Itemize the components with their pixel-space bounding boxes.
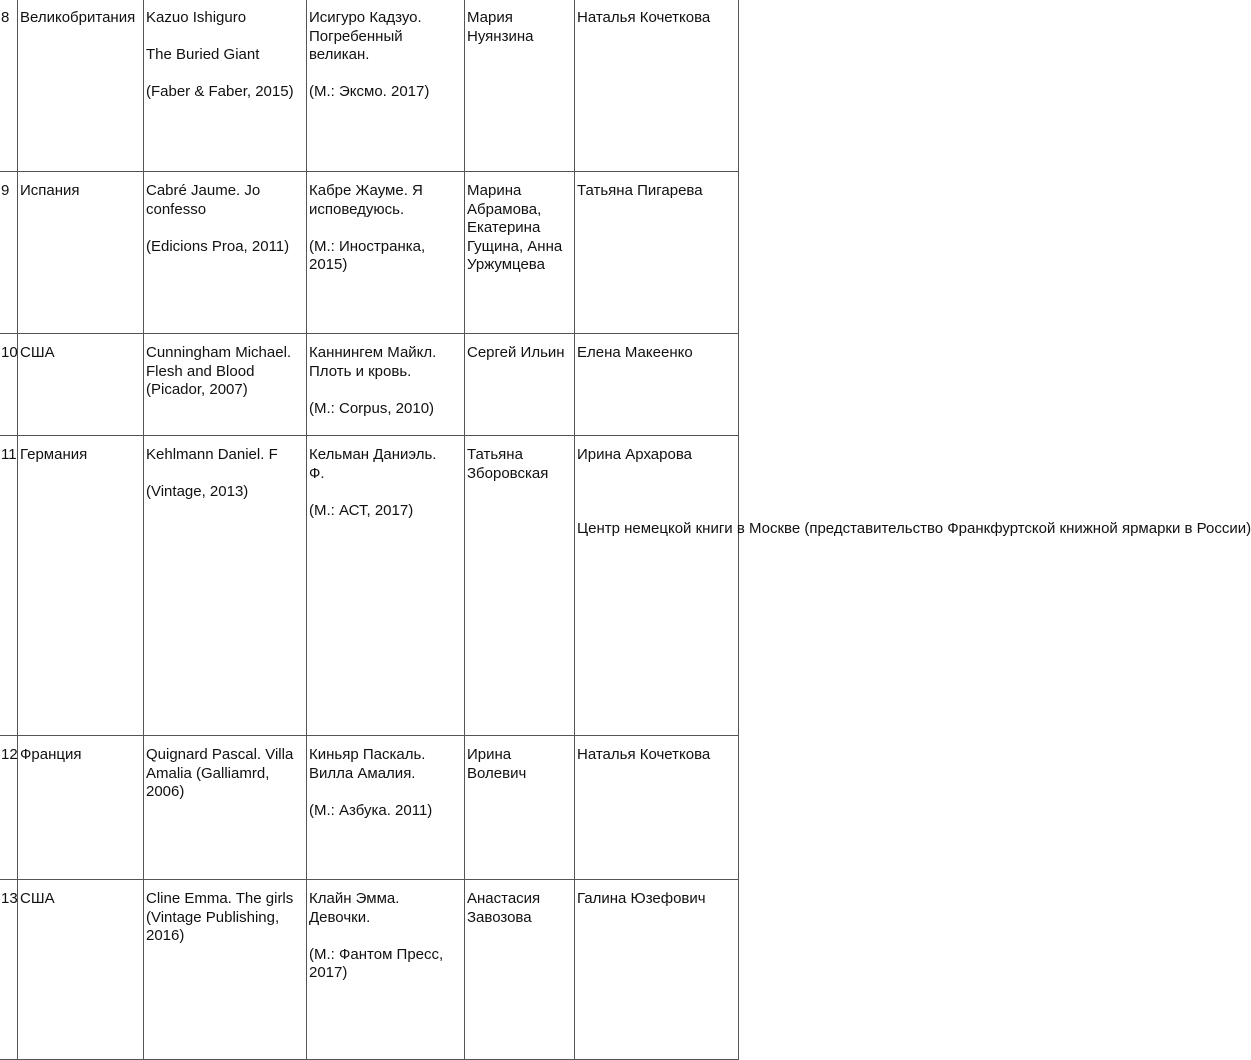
original-author: Cline Emma. The girls (Vintage Publishing, 2016) <box>146 890 294 944</box>
translation-title: Исигуро Кадзуо. Погребенный великан. <box>309 9 422 63</box>
translation-publisher: (М.: Corpus, 2010) <box>309 399 435 417</box>
country: Франция <box>20 746 82 763</box>
translation-publisher: (М.: Эксмо. 2017) <box>309 83 430 100</box>
translation-publisher: (М.: Азбука. 2011) <box>309 801 433 819</box>
translation-cell <box>307 0 465 172</box>
country: Великобритания <box>20 9 136 26</box>
country-cell <box>18 172 144 334</box>
translator: Марина Абрамова, Екатерина Гущина, Анна Уржумцева <box>467 182 563 273</box>
translator: Ирина Волевич <box>467 746 527 782</box>
expert: Наталья Кочеткова <box>577 9 711 26</box>
country-cell <box>18 736 144 880</box>
original-publisher: (Vintage, 2013) <box>146 483 249 500</box>
original-cell <box>144 436 307 736</box>
row-number-cell <box>0 436 18 736</box>
original-author: Cunningham Michael. Flesh and Blood (Picador, 2007) <box>146 344 292 398</box>
row-number: 9 <box>1 182 10 199</box>
original-cell <box>144 172 307 334</box>
translation-cell <box>307 736 465 880</box>
row-number-cell <box>0 736 18 880</box>
translation-cell <box>307 436 465 736</box>
translation-cell <box>307 172 465 334</box>
original-title: The Buried Giant <box>146 46 260 63</box>
expert-cell <box>575 436 1251 736</box>
table-row <box>0 172 739 334</box>
translator-cell <box>465 736 575 880</box>
translation-publisher: (М.: АСТ, 2017) <box>309 501 414 519</box>
original-publisher: (Faber & Faber, 2015) <box>146 83 294 100</box>
country: США <box>20 890 55 907</box>
table-row <box>0 736 739 880</box>
translator-cell <box>465 172 575 334</box>
translator: Анастасия Завозова <box>467 890 541 926</box>
original-author: Kehlmann Daniel. F <box>146 446 278 463</box>
translation-publisher: (М.: Иностранка, 2015) <box>309 237 426 273</box>
translator-cell <box>465 334 575 436</box>
translator-cell <box>465 0 575 172</box>
country-cell <box>18 436 144 736</box>
expert: Галина Юзефович <box>577 890 706 907</box>
translator-cell <box>465 436 575 736</box>
expert-cell <box>575 172 739 334</box>
row-number-cell <box>0 0 18 172</box>
original-publisher: (Edicions Proa, 2011) <box>146 237 290 255</box>
row-number: 10 <box>1 344 18 361</box>
expert: Наталья Кочеткова <box>577 746 711 763</box>
expert-cell <box>575 0 739 172</box>
translation-cell <box>307 880 465 1060</box>
original-author: Cabré Jaume. Jo confesso <box>146 182 261 218</box>
translation-title: Кабре Жауме. Я исповедуюсь. <box>309 182 423 218</box>
original-author: Quignard Pascal. Villa Amalia (Galliamrd, 2006) <box>146 746 294 800</box>
original-cell <box>144 880 307 1060</box>
translation-publisher: (М.: Фантом Пресс, 2017) <box>309 945 444 981</box>
table-row <box>0 880 739 1060</box>
translation-title: Киньяр Паскаль. Вилла Амалия. <box>309 746 426 782</box>
translation-title: Каннингем Майкл. Плоть и кровь. <box>309 344 437 380</box>
translation-cell <box>307 334 465 436</box>
expert-cell <box>575 880 739 1060</box>
translator: Мария Нуянзина <box>467 9 534 45</box>
country: Германия <box>20 446 88 463</box>
row-number-cell <box>0 172 18 334</box>
country-cell <box>18 880 144 1060</box>
translation-title: Клайн Эмма. Девочки. <box>309 890 400 926</box>
row-number: 13 <box>1 890 18 907</box>
expert: Татьяна Пигарева <box>577 182 703 199</box>
translator: Татьяна Зборовская <box>467 446 549 482</box>
original-author: Kazuo Ishiguro <box>146 9 247 26</box>
row-number-cell <box>0 334 18 436</box>
expert-note: Центр немецкой книги в Москве (представительство Франкфуртской книжной ярмарки в России) <box>577 520 1251 537</box>
table-row <box>0 436 739 736</box>
country: США <box>20 344 55 361</box>
table-row <box>0 0 739 172</box>
original-cell <box>144 334 307 436</box>
row-number: 11 <box>1 446 17 463</box>
expert: Елена Макеенко <box>577 344 693 361</box>
table-row <box>0 334 739 436</box>
translator-cell <box>465 880 575 1060</box>
expert-cell <box>575 334 739 436</box>
expert: Ирина Архарова <box>577 446 692 463</box>
country: Испания <box>20 182 80 199</box>
country-cell <box>18 0 144 172</box>
original-cell <box>144 736 307 880</box>
country-cell <box>18 334 144 436</box>
row-number-cell <box>0 880 18 1060</box>
row-number: 8 <box>1 9 10 26</box>
row-number: 12 <box>1 746 18 763</box>
expert-cell <box>575 736 739 880</box>
translation-title: Кельман Даниэль. Ф. <box>309 446 437 482</box>
translator: Сергей Ильин <box>467 344 565 361</box>
original-cell <box>144 0 307 172</box>
